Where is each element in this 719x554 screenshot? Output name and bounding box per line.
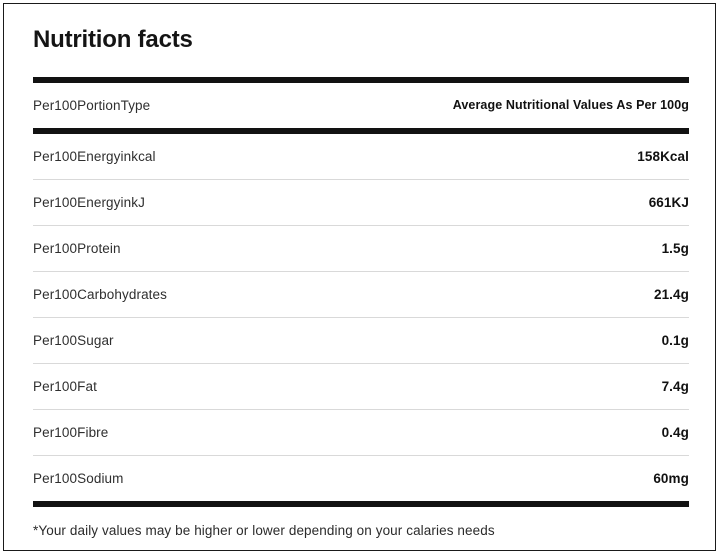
row-value: 7.4g <box>661 378 689 394</box>
footnote: *Your daily values may be higher or lower depending on your calaries needs <box>33 522 495 538</box>
row-label: Per100Energyinkcal <box>33 148 156 164</box>
row-label: Per100Sugar <box>33 332 114 348</box>
table-row <box>33 318 689 363</box>
row-label: Per100Protein <box>33 240 121 256</box>
row-label: Per100EnergyinkJ <box>33 194 145 210</box>
table-header-label: Per100PortionType <box>33 97 151 113</box>
table-header-row <box>33 83 689 128</box>
row-value: 21.4g <box>653 286 689 302</box>
table-row <box>33 410 689 455</box>
row-value: 158Kcal <box>637 148 689 164</box>
table-row <box>33 364 689 409</box>
row-value: 0.4g <box>661 424 689 440</box>
card-content <box>33 26 689 538</box>
row-label: Per100Fat <box>33 378 97 394</box>
table-row <box>33 180 689 225</box>
row-label: Per100Carbohydrates <box>33 286 167 302</box>
table-row <box>33 226 689 271</box>
page-title: Nutrition facts <box>33 26 193 53</box>
row-label: Per100Fibre <box>33 424 109 440</box>
table-row <box>33 134 689 179</box>
row-value: 661KJ <box>648 194 689 210</box>
nutrition-facts-card <box>3 3 716 551</box>
row-value: 0.1g <box>661 332 689 348</box>
table-row <box>33 456 689 501</box>
table-header-value: Average Nutritional Values As Per 100g <box>452 98 689 113</box>
row-label: Per100Sodium <box>33 470 124 486</box>
row-value: 1.5g <box>661 240 689 256</box>
row-value: 60mg <box>653 470 689 486</box>
table-row <box>33 272 689 317</box>
